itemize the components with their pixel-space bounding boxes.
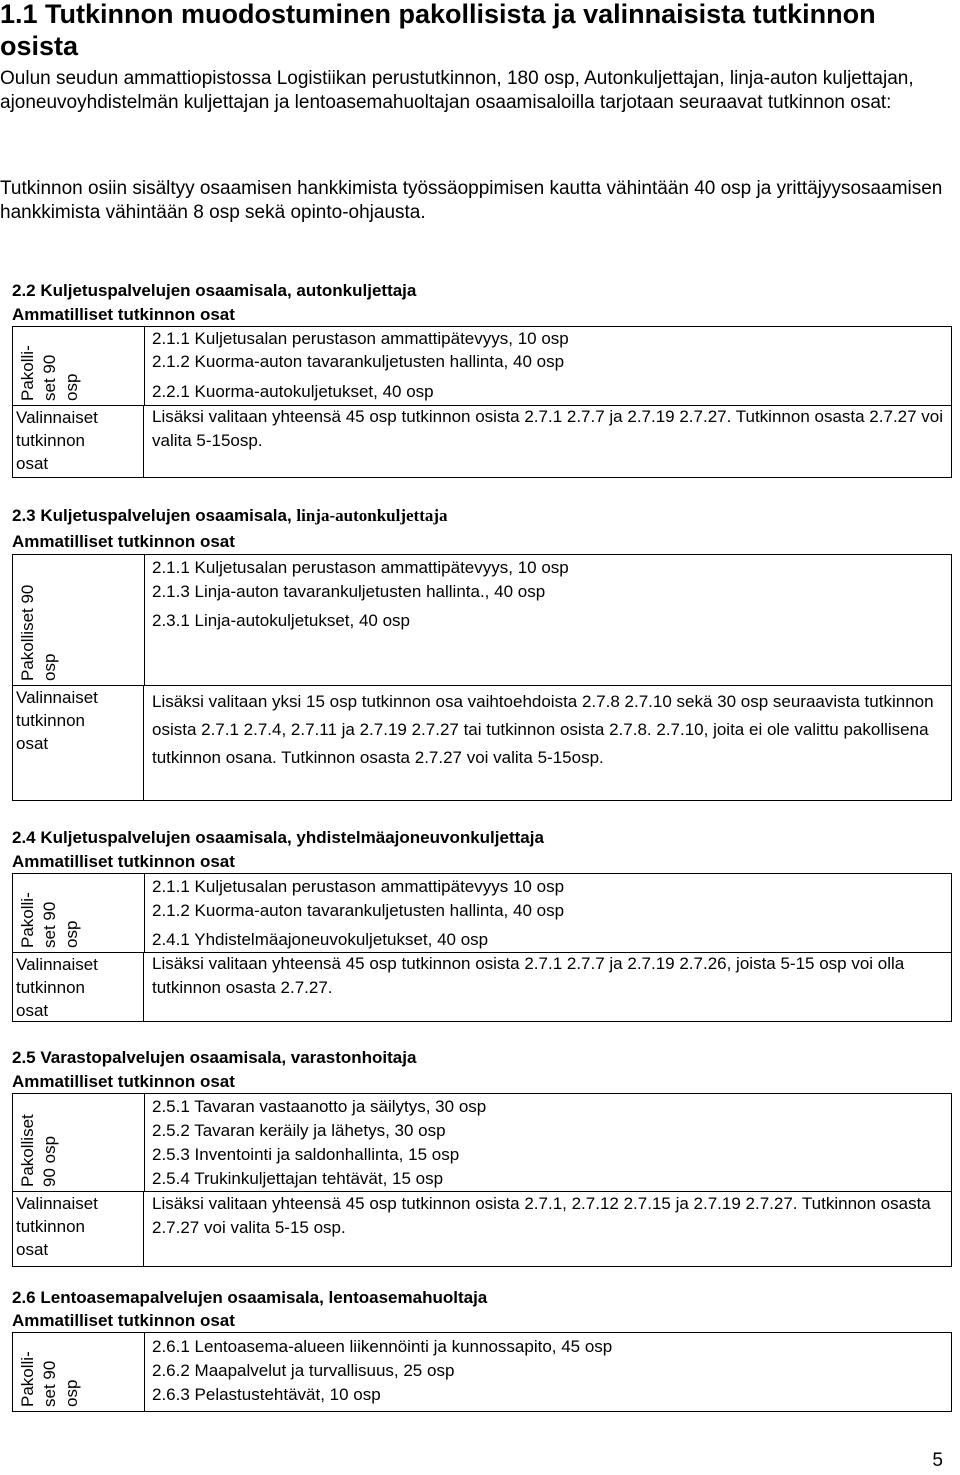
pakolliset-label: Pakolli- set 90 osp: [18, 345, 81, 401]
section-table-2-5: [12, 1093, 952, 1267]
valinnaiset-text: Lisäksi valitaan yhteensä 45 osp tutkinnon osista 2.7.1, 2.7.12 2.7.15 ja 2.7.19 2.7.27. Tutkinnon osasta 2.7.27 voi valita 5-15 osp.: [152, 1194, 931, 1237]
pakolliset-label: Pakolli- set 90 osp: [18, 1351, 81, 1407]
list-item: 2.5.3 Inventointi ja saldonhallinta, 15 osp: [152, 1145, 460, 1164]
intro-paragraph-2: Tutkinnon osiin sisältyy osaamisen hankkimista työssäoppimisen kautta vähintään 40 osp ja yrittäjyysosaamisen hankkimista vähintään 8 osp sekä opinto-ohjausta.: [0, 178, 943, 223]
list-item: 2.6.3 Pelastustehtävät, 10 osp: [152, 1385, 381, 1404]
section-table-2-4: [12, 873, 952, 1022]
ammatilliset-heading: Ammatilliset tutkinnon osat: [12, 1072, 235, 1091]
list-item: 2.3.1 Linja-autokuljetukset, 40 osp: [152, 611, 411, 630]
pakolliset-cell: [13, 874, 145, 952]
pakolliset-label: Pakolliset 90 osp: [18, 584, 59, 681]
section-table-2-3: [12, 554, 952, 801]
list-item: 2.1.1 Kuljetusalan perustason ammattipätevyys, 10 osp: [152, 329, 569, 348]
list-item: 2.6.1 Lentoasema-alueen liikennöinti ja kunnossapito, 45 osp: [152, 1337, 613, 1356]
list-item: 2.5.4 Trukinkuljettajan tehtävät, 15 osp: [152, 1169, 444, 1188]
ammatilliset-heading: Ammatilliset tutkinnon osat: [12, 852, 235, 871]
valinnaiset-label: Valinnaiset tutkinnon osat: [13, 1192, 144, 1266]
page-number: 5: [932, 1450, 943, 1471]
valinnaiset-text: Lisäksi valitaan yhteensä 45 osp tutkinnon osista 2.7.1 2.7.7 ja 2.7.19 2.7.26, joista 5-15 osp voi olla tutkinnon osasta 2.7.27.: [152, 954, 905, 997]
pakolliset-cell: [13, 327, 145, 405]
section-title-2-2: 2.2 Kuljetuspalvelujen osaamisala, autonkuljettaja: [12, 281, 417, 300]
page-heading: 1.1 Tutkinnon muodostuminen pakollisista ja valinnaisista tutkinnon osista: [0, 0, 876, 61]
valinnaiset-text: Lisäksi valitaan yksi 15 osp tutkinnon osa vaihtoehdoista 2.7.8 2.7.10 sekä 30 osp seuraavista tutkinnon osista 2.7.1 2.7.4, 2.7.11 ja 2.7.19 2.7.27 tai tutkinnon osista 2.7.8. 2.7.10, joita ei ole valittu pakollisena tutkinnon osana. Tutkinnon osasta 2.7.27 voi valita 5-15osp.: [152, 692, 934, 767]
ammatilliset-heading: Ammatilliset tutkinnon osat: [12, 305, 235, 324]
section-title-serif-text: linja-autonkuljettaja: [296, 506, 448, 525]
section-title-2-3: [12, 505, 448, 527]
section-title-2-5: 2.5 Varastopalvelujen osaamisala, varastonhoitaja: [12, 1048, 417, 1067]
pakolliset-label: Pakolliset 90 osp: [18, 1114, 59, 1187]
ammatilliset-heading: Ammatilliset tutkinnon osat: [12, 532, 235, 551]
list-item: 2.1.2 Kuorma-auton tavarankuljetusten hallinta, 40 osp: [152, 352, 565, 371]
valinnaiset-label: Valinnaiset tutkinnon osat: [13, 953, 144, 1021]
list-item: 2.4.1 Yhdistelmäajoneuvokuljetukset, 40 osp: [152, 930, 489, 949]
pakolliset-cell: [13, 555, 145, 685]
section-title-2-6: 2.6 Lentoasemapalvelujen osaamisala, lentoasemahuoltaja: [12, 1288, 488, 1307]
list-item: 2.1.1 Kuljetusalan perustason ammattipätevyys 10 osp: [152, 877, 565, 896]
list-item: 2.1.3 Linja-auton tavarankuljetusten hallinta., 40 osp: [152, 582, 546, 601]
list-item: 2.6.2 Maapalvelut ja turvallisuus, 25 osp: [152, 1361, 455, 1380]
section-table-2-6: [12, 1332, 952, 1412]
ammatilliset-heading: Ammatilliset tutkinnon osat: [12, 1311, 235, 1330]
section-title-2-4: 2.4 Kuljetuspalvelujen osaamisala, yhdistelmäajoneuvonkuljettaja: [12, 828, 544, 847]
list-item: 2.1.1 Kuljetusalan perustason ammattipätevyys, 10 osp: [152, 558, 569, 577]
valinnaiset-label: Valinnaiset tutkinnon osat: [13, 406, 144, 477]
list-item: 2.5.1 Tavaran vastaanotto ja säilytys, 30 osp: [152, 1097, 487, 1116]
divider: [13, 685, 951, 686]
section-title-text: 2.3 Kuljetuspalvelujen osaamisala,: [12, 506, 297, 525]
intro-paragraph: Oulun seudun ammattiopistossa Logistiikan perustutkinnon, 180 osp, Autonkuljettajan, linja-auton kuljettajan, ajoneuvoyhdistelmän kuljettajan ja lentoasemahuoltajan osaamisaloilla tarjotaan seuraavat tutkinnon osat:: [0, 68, 914, 113]
list-item: 2.1.2 Kuorma-auton tavarankuljetusten hallinta, 40 osp: [152, 901, 565, 920]
valinnaiset-label: Valinnaiset tutkinnon osat: [13, 686, 144, 800]
valinnaiset-text: Lisäksi valitaan yhteensä 45 osp tutkinnon osista 2.7.1 2.7.7 ja 2.7.19 2.7.27. Tutkinnon osasta 2.7.27 voi valita 5-15osp.: [152, 407, 944, 450]
section-table-2-2: [12, 326, 952, 478]
pakolliset-label: Pakolli- set 90 osp: [18, 892, 81, 948]
list-item: 2.5.2 Tavaran keräily ja lähetys, 30 osp: [152, 1121, 446, 1140]
list-item: 2.2.1 Kuorma-autokuljetukset, 40 osp: [152, 382, 434, 401]
pakolliset-cell: [13, 1094, 145, 1191]
pakolliset-cell: [13, 1333, 145, 1411]
